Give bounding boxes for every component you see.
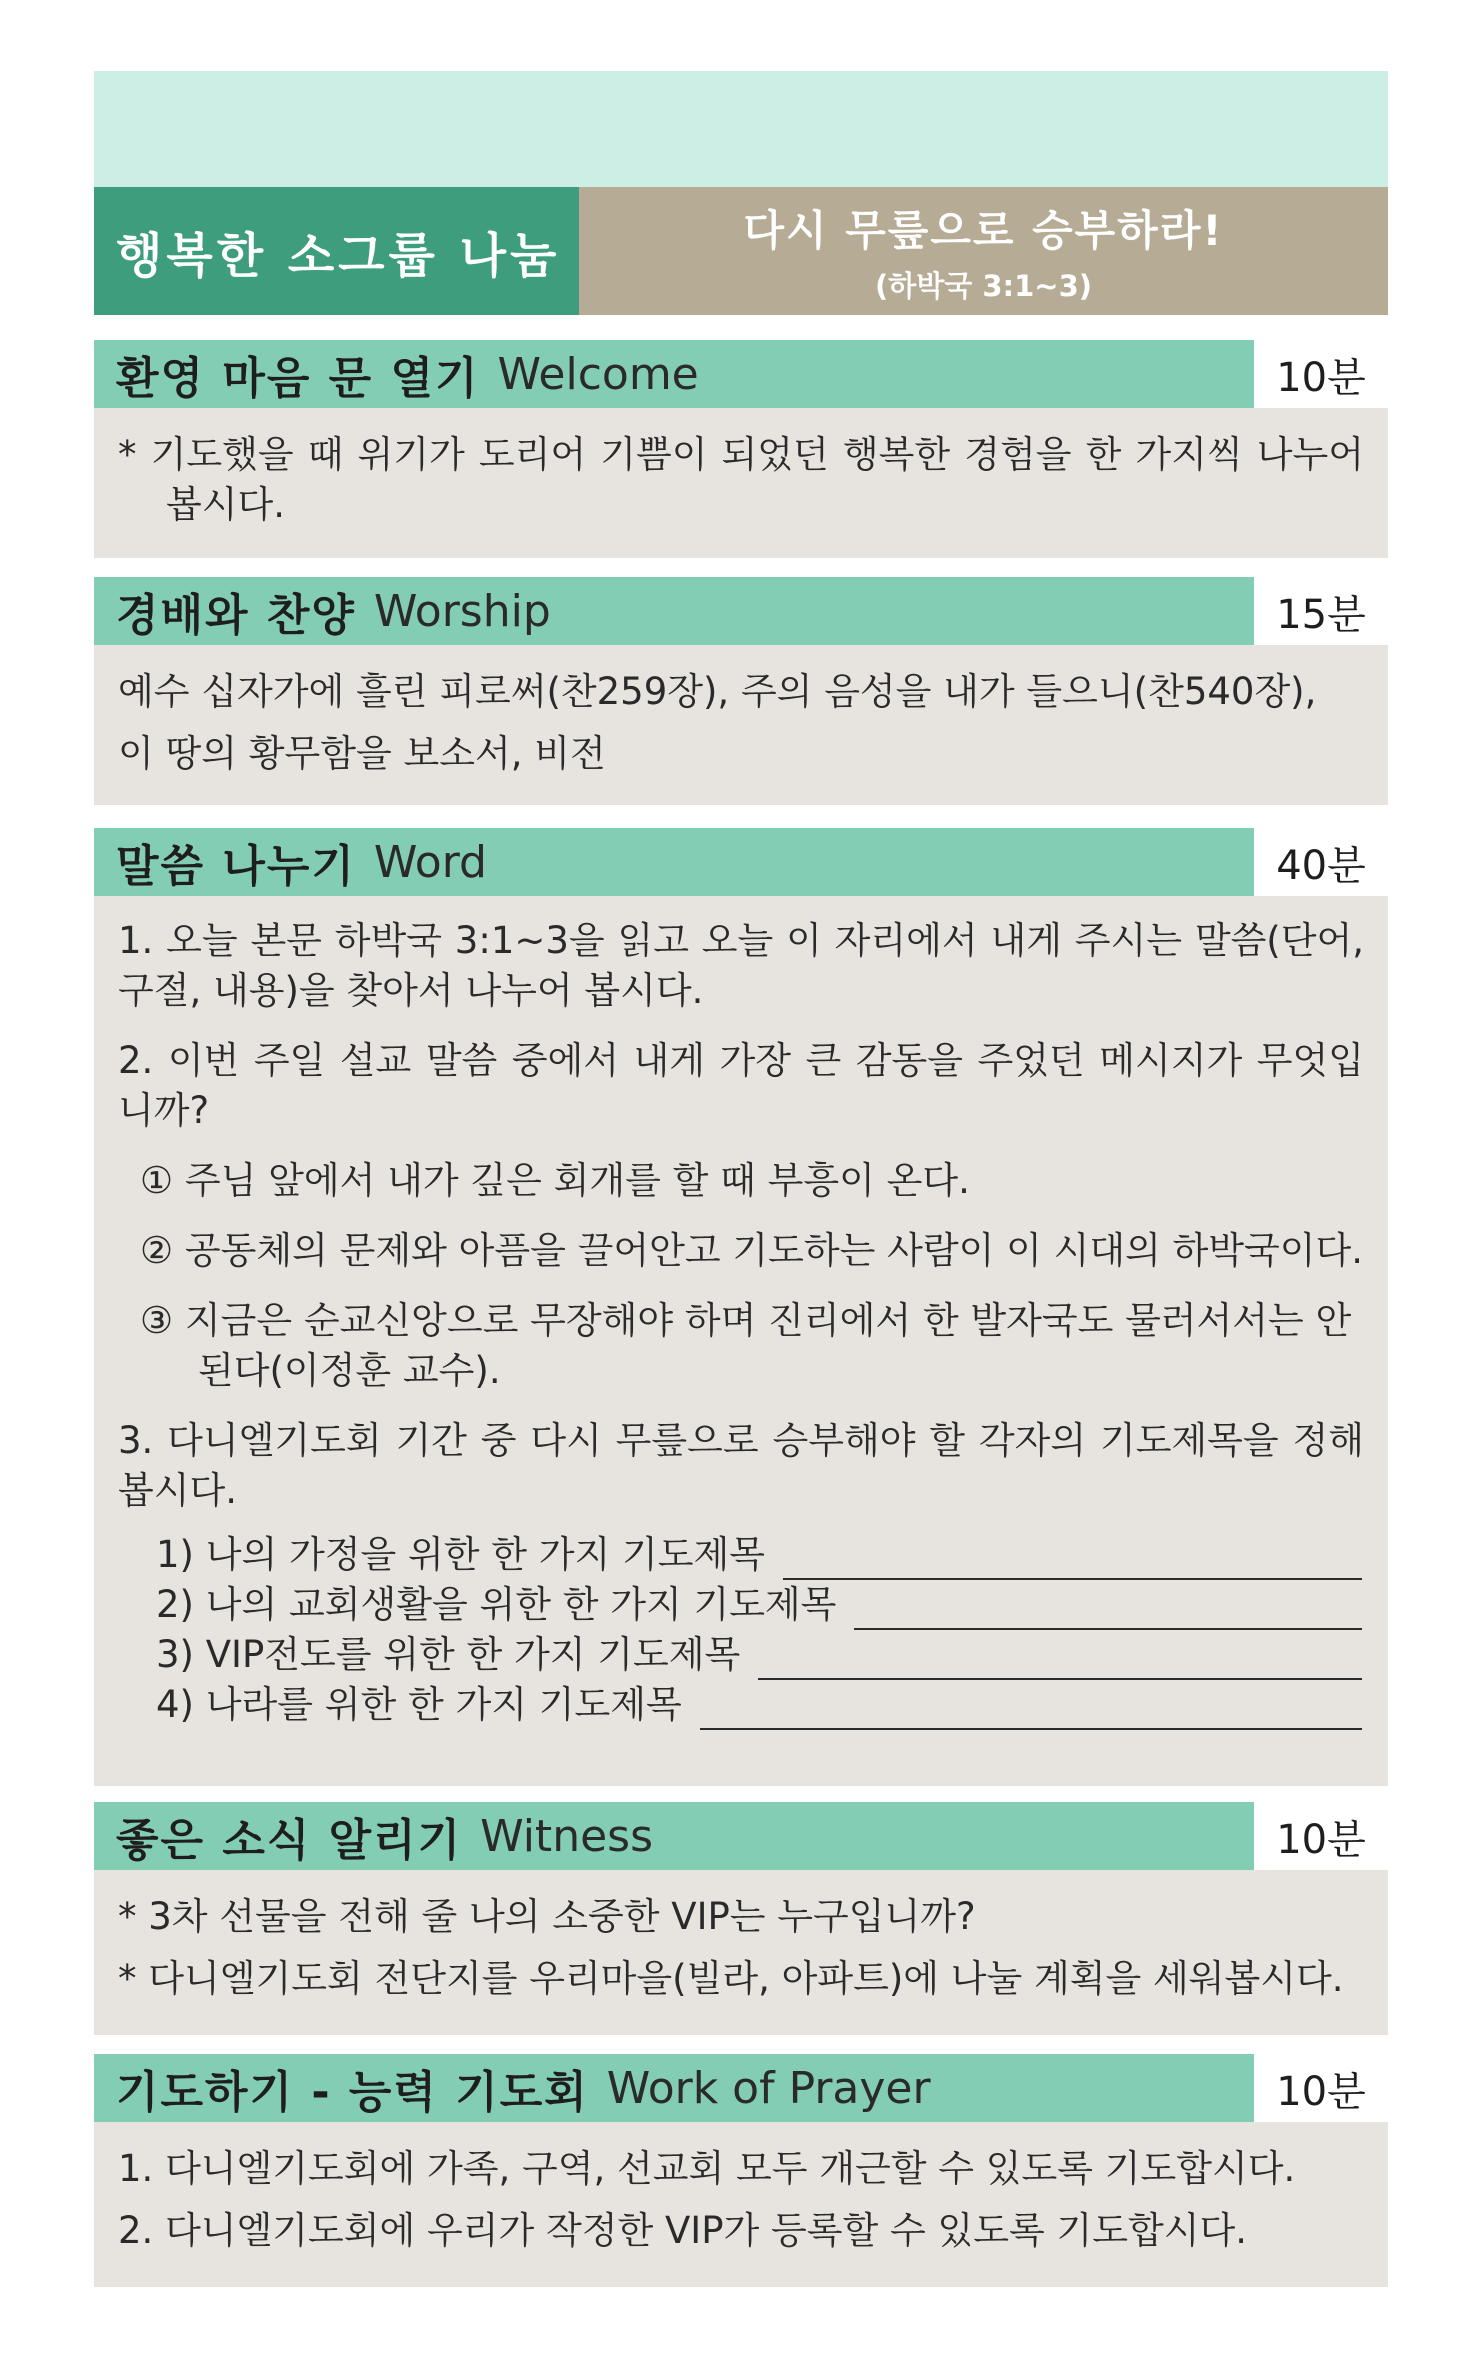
choice-1: ① 주님 앞에서 내가 깊은 회개를 할 때 부흥이 온다. [140, 1159, 970, 1202]
section-header-prayer [94, 2054, 1254, 2122]
section-title-ko: 기도하기 - 능력 기도회 [116, 2067, 589, 2118]
prayer-blank-line[interactable] [854, 1592, 1362, 1630]
section-body-worship [94, 645, 1388, 805]
prayer-blank-row [156, 1680, 1364, 1730]
prayer-blank-label: 2) 나의 교회생활을 위한 한 가지 기도제목 [156, 1583, 837, 1626]
question-1: 1. 오늘 본문 하박국 3:1~3을 읽고 오늘 이 자리에서 내게 주시는 말씀(단어, 구절, 내용)을 찾아서 나누어 봅시다. [118, 919, 1364, 1012]
section-title-en: Worship [373, 585, 551, 637]
body-text: 2. 다니엘기도회에 우리가 작정한 VIP가 등록할 수 있도록 기도합시다. [118, 2209, 1247, 2252]
question-2: 2. 이번 주일 설교 말씀 중에서 내게 가장 큰 감동을 주었던 메시지가 무엇입니까? [118, 1039, 1364, 1132]
prayer-blank-line[interactable] [758, 1642, 1362, 1680]
prayer-blank-label: 1) 나의 가정을 위한 한 가지 기도제목 [156, 1533, 765, 1576]
section-time: 10분 [1276, 1816, 1366, 1863]
prayer-blank-row [156, 1530, 1364, 1580]
section-title-en: Work of Prayer [606, 2062, 931, 2114]
section-time: 10분 [1276, 354, 1366, 401]
question-3: 3. 다니엘기도회 기간 중 다시 무릎으로 승부해야 할 각자의 기도제목을 정해 봅시다. [118, 1419, 1364, 1512]
section-title-ko: 경배와 찬양 [116, 590, 356, 641]
body-text: * 다니엘기도회 전단지를 우리마을(빌라, 아파트)에 나눌 계획을 세워봅시다. [118, 1957, 1344, 2000]
section-title-ko: 좋은 소식 알리기 [116, 1815, 463, 1866]
section-body-welcome [94, 408, 1388, 558]
section-title-en: Welcome [497, 348, 699, 400]
choice-3: ③ 지금은 순교신앙으로 무장해야 하며 진리에서 한 발자국도 물러서서는 안된다(이정훈 교수). [140, 1299, 1352, 1392]
sermon-reference: (하박국 3:1~3) [874, 268, 1093, 303]
top-banner [94, 71, 1388, 187]
choice-2: ② 공동체의 문제와 아픔을 끌어안고 기도하는 사람이 이 시대의 하박국이다. [140, 1229, 1364, 1272]
body-text: * 3차 선물을 전해 줄 나의 소중한 VIP는 누구입니까? [118, 1895, 976, 1938]
section-time: 10분 [1276, 2068, 1366, 2115]
sermon-title: 다시 무릎으로 승부하라! [743, 205, 1224, 255]
body-text: 이 땅의 황무함을 보소서, 비전 [118, 732, 606, 775]
body-text: 1. 다니엘기도회에 가족, 구역, 선교회 모두 개근할 수 있도록 기도합시다. [118, 2147, 1296, 2190]
section-header-word [94, 828, 1254, 896]
section-time: 15분 [1276, 591, 1366, 638]
section-title-en: Word [373, 836, 487, 888]
section-header-witness [94, 1802, 1254, 1870]
section-title-ko: 환영 마음 문 열기 [116, 353, 480, 404]
body-text: 예수 십자가에 흘린 피로써(찬259장), 주의 음성을 내가 들으니(찬540장), [118, 670, 1317, 713]
section-title-ko: 말씀 나누기 [116, 841, 356, 892]
page-title: 행복한 소그룹 나눔 [94, 187, 579, 315]
section-body-prayer [94, 2122, 1388, 2287]
prayer-blank-label: 3) VIP전도를 위한 한 가지 기도제목 [156, 1633, 741, 1676]
prayer-blank-row [156, 1580, 1364, 1630]
section-body-witness [94, 1870, 1388, 2035]
section-header-worship [94, 577, 1254, 645]
section-title-en: Witness [480, 1810, 653, 1862]
prayer-blank-row [156, 1630, 1364, 1680]
body-text: * 기도했을 때 위기가 도리어 기쁨이 되었던 행복한 경험을 한 가지씩 나누어 봅시다. [118, 433, 1364, 526]
section-header-welcome [94, 340, 1254, 408]
sermon-title-box [579, 187, 1388, 315]
section-time: 40분 [1276, 842, 1366, 889]
prayer-blank-line[interactable] [783, 1542, 1362, 1580]
prayer-blank-line[interactable] [700, 1692, 1362, 1730]
section-body-word [94, 896, 1388, 1786]
prayer-blank-label: 4) 나라를 위한 한 가지 기도제목 [156, 1683, 682, 1726]
